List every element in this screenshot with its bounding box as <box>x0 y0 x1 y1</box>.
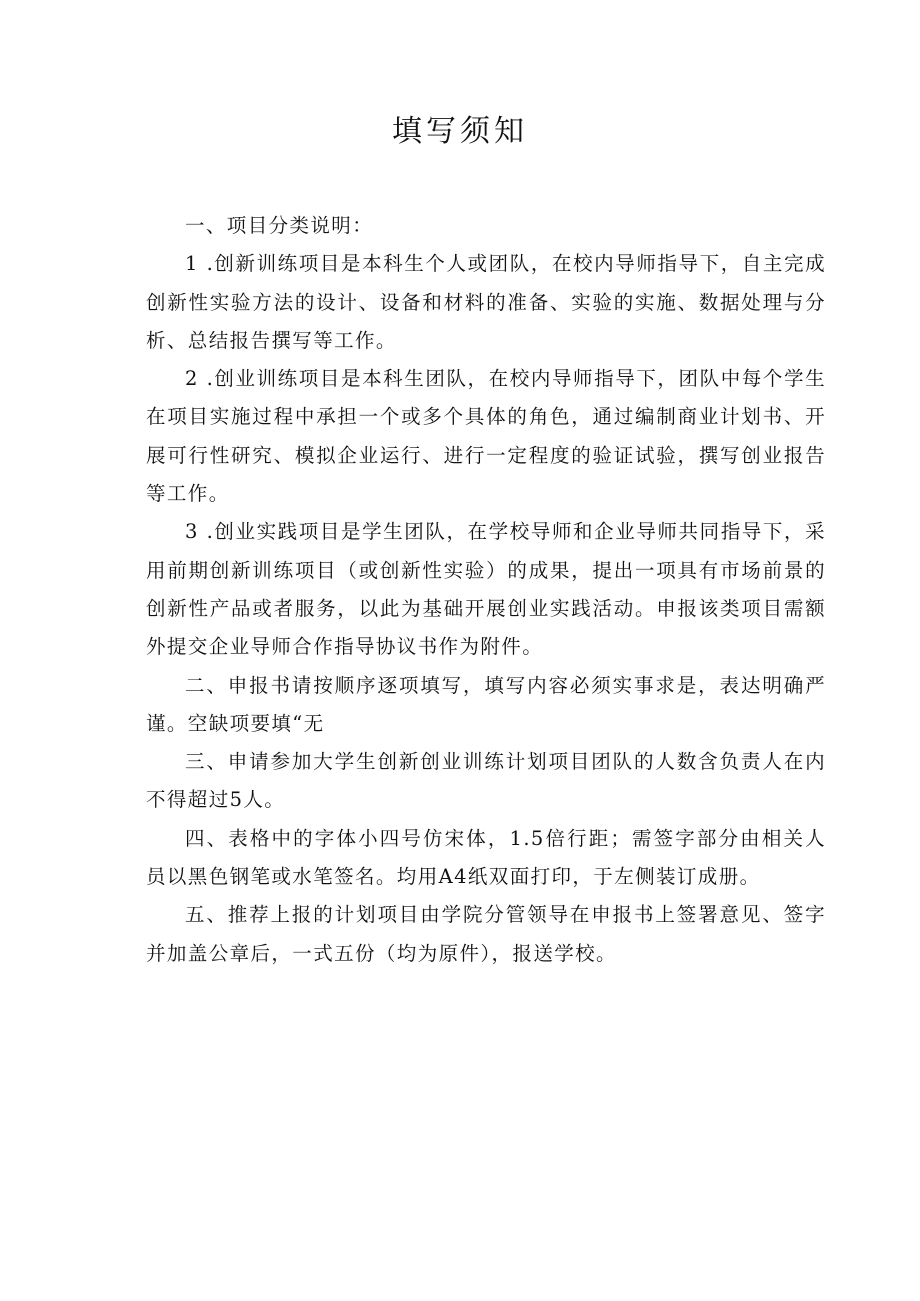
paragraph-submission: 五、推荐上报的计划项目由学院分管领导在申报书上签署意见、签字并加盖公章后，一式五份（均为原件），报送学校。 <box>146 903 826 965</box>
paragraph-innovation-training: 1 .创新训练项目是本科生个人或团队，在校内导师指导下，自主完成创新性实验方法的设计、设备和材料的准备、实验的实施、数据处理与分析、总结报告撰写等工作。 <box>146 252 826 352</box>
paragraph-category-heading: 一、项目分类说明： <box>185 214 374 237</box>
paragraph-fill-order: 二、申报书请按顺序逐项填写，填写内容必须实事求是，表达明确严谨。空缺项要填“无 <box>146 673 826 735</box>
document-body <box>146 207 826 973</box>
paragraph-entrepreneurship-training: 2 .创业训练项目是本科生团队，在校内导师指导下，团队中每个学生在项目实施过程中承担一个或多个具体的角色，通过编制商业计划书、开展可行性研究、模拟企业运行、进行一定程度的验证试验，撰写创业报告等工作。 <box>146 367 826 506</box>
paragraph-team-size: 三、申请参加大学生创新创业训练计划项目团队的人数含负责人在内不得超过5人。 <box>146 750 826 812</box>
paragraph-entrepreneurship-practice: 3 .创业实践项目是学生团队，在学校导师和企业导师共同指导下，采用前期创新训练项目（或创新性实验）的成果，提出一项具有市场前景的创新性产品或者服务，以此为基础开展创业实践活动。申报该类项目需额外提交企业导师合作指导协议书作为附件。 <box>146 520 826 659</box>
paragraph-format: 四、表格中的字体小四号仿宋体，1.5倍行距；需签字部分由相关人员以黑色钢笔或水笔签名。均用A4纸双面打印，于左侧装订成册。 <box>146 826 826 889</box>
page-title: 填写须知 <box>392 114 528 149</box>
